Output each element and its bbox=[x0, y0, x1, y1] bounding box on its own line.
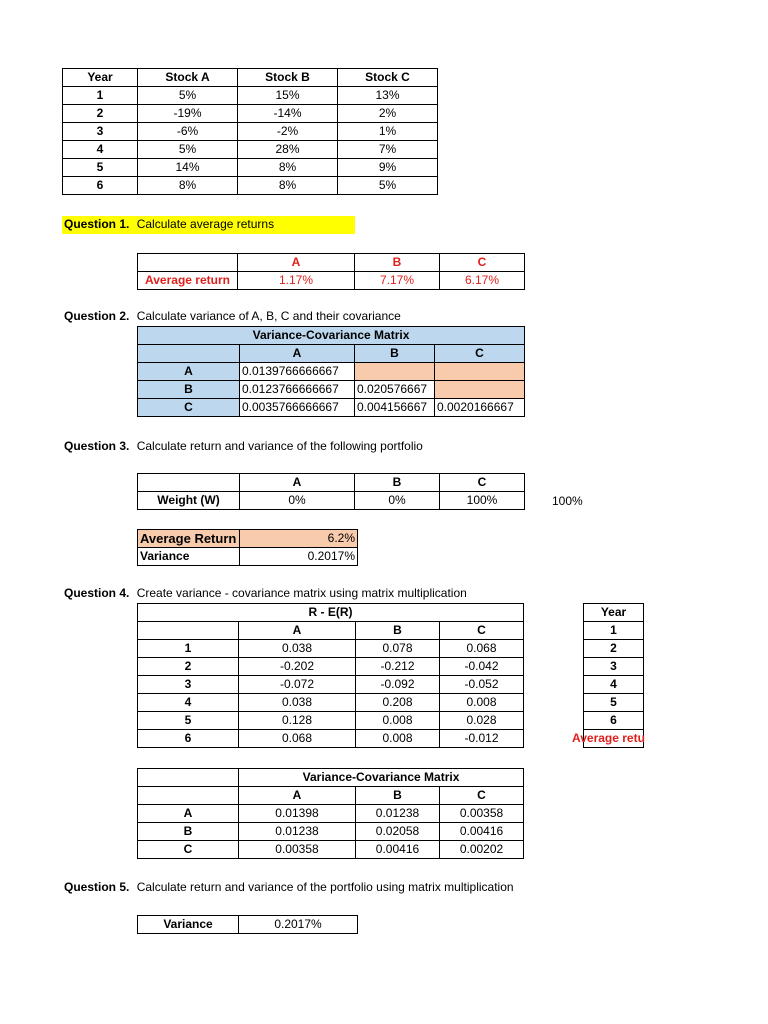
table-row bbox=[584, 640, 644, 658]
row-label[interactable]: Average return bbox=[138, 272, 238, 290]
table-row bbox=[584, 712, 644, 730]
table-row bbox=[138, 399, 525, 417]
question-5-label: Question 5. bbox=[64, 880, 130, 894]
cell[interactable]: -6% bbox=[138, 123, 238, 141]
row-label[interactable]: Weight (W) bbox=[138, 492, 240, 510]
average-return-value[interactable]: 6.2% bbox=[240, 530, 358, 548]
cell[interactable]: 8% bbox=[238, 177, 338, 195]
cell[interactable]: 0.068 bbox=[239, 730, 356, 748]
question-1-text: Calculate average returns bbox=[136, 217, 275, 231]
cell[interactable]: 0.0139766666667 bbox=[240, 363, 355, 381]
table-header-row bbox=[138, 254, 525, 272]
cell[interactable]: 100% bbox=[440, 492, 525, 510]
year-cell[interactable]: 2 bbox=[584, 640, 644, 658]
table-row bbox=[584, 658, 644, 676]
year-cell[interactable]: 4 bbox=[63, 141, 138, 159]
row-label[interactable]: C bbox=[138, 399, 240, 417]
cell[interactable]: 0.0035766666667 bbox=[240, 399, 355, 417]
year-cell[interactable]: 2 bbox=[63, 105, 138, 123]
empty-cell[interactable] bbox=[138, 622, 239, 640]
question-4-text: Create variance - covariance matrix using matrix multiplication bbox=[136, 586, 467, 600]
table-header-row bbox=[138, 345, 525, 363]
year-cell[interactable]: 6 bbox=[63, 177, 138, 195]
cell[interactable]: 13% bbox=[338, 87, 438, 105]
year-cell[interactable]: 5 bbox=[63, 159, 138, 177]
cell[interactable]: 0.008 bbox=[356, 712, 440, 730]
cell[interactable]: 1.17% bbox=[238, 272, 355, 290]
header-cell[interactable]: A bbox=[240, 345, 355, 363]
header-cell[interactable]: B bbox=[356, 787, 440, 805]
cell[interactable]: 0.208 bbox=[356, 694, 440, 712]
row-label[interactable]: A bbox=[138, 805, 239, 823]
cell[interactable]: 0.008 bbox=[356, 730, 440, 748]
cell[interactable]: -0.212 bbox=[356, 658, 440, 676]
cell[interactable]: -2% bbox=[238, 123, 338, 141]
empty-cell[interactable] bbox=[138, 254, 238, 272]
deviation-table bbox=[137, 603, 524, 748]
table-row bbox=[138, 658, 524, 676]
header-cell[interactable]: A bbox=[238, 254, 355, 272]
header-cell[interactable]: A bbox=[239, 622, 356, 640]
question-1-label: Question 1. bbox=[64, 217, 130, 231]
table-row bbox=[138, 916, 358, 934]
table-row bbox=[584, 730, 644, 748]
table-row bbox=[138, 530, 358, 548]
table-row bbox=[138, 694, 524, 712]
cell[interactable] bbox=[435, 363, 525, 381]
row-label[interactable]: 1 bbox=[138, 640, 239, 658]
header-cell[interactable]: B bbox=[355, 345, 435, 363]
header-cell[interactable]: Year bbox=[63, 69, 138, 87]
header-cell[interactable]: B bbox=[355, 254, 440, 272]
portfolio-result-table bbox=[137, 529, 358, 566]
cell[interactable]: -19% bbox=[138, 105, 238, 123]
table-row bbox=[584, 622, 644, 640]
side-year-table bbox=[572, 603, 645, 748]
table-row bbox=[138, 492, 525, 510]
cell[interactable]: 0.128 bbox=[239, 712, 356, 730]
year-cell[interactable]: 6 bbox=[584, 712, 644, 730]
question-4-label: Question 4. bbox=[64, 586, 130, 600]
cell[interactable]: 7.17% bbox=[355, 272, 440, 290]
table-row bbox=[138, 712, 524, 730]
row-label[interactable]: 3 bbox=[138, 676, 239, 694]
cell[interactable]: 8% bbox=[238, 159, 338, 177]
cell[interactable]: 0.004156667 bbox=[355, 399, 435, 417]
cell[interactable]: 5% bbox=[338, 177, 438, 195]
table-row bbox=[138, 841, 524, 859]
row-label[interactable]: B bbox=[138, 823, 239, 841]
question-4-heading bbox=[64, 585, 467, 602]
row-label[interactable]: B bbox=[138, 381, 240, 399]
cell[interactable]: 2% bbox=[338, 105, 438, 123]
cell[interactable]: -0.052 bbox=[440, 676, 524, 694]
cell[interactable]: 0.00416 bbox=[440, 823, 524, 841]
matrix-variance-table bbox=[137, 915, 358, 934]
header-cell[interactable]: Year bbox=[584, 604, 644, 622]
cell[interactable]: 9% bbox=[338, 159, 438, 177]
deviation-title[interactable]: R - E(R) bbox=[138, 604, 524, 622]
row-label[interactable]: A bbox=[138, 363, 240, 381]
table-row bbox=[63, 177, 438, 195]
matrix-title[interactable]: Variance-Covariance Matrix bbox=[138, 327, 525, 345]
question-2-label: Question 2. bbox=[64, 309, 130, 323]
table-row bbox=[138, 381, 525, 399]
question-3-heading bbox=[64, 438, 423, 455]
average-return-label[interactable]: Average Return bbox=[138, 530, 240, 548]
weight-table bbox=[137, 473, 525, 510]
table-row bbox=[63, 87, 438, 105]
year-cell[interactable]: 1 bbox=[63, 87, 138, 105]
table-row bbox=[138, 823, 524, 841]
table-row bbox=[63, 123, 438, 141]
question-2-text: Calculate variance of A, B, C and their covariance bbox=[136, 309, 401, 323]
table-header-row bbox=[63, 69, 438, 87]
header-cell[interactable]: B bbox=[356, 622, 440, 640]
header-cell[interactable]: Stock A bbox=[138, 69, 238, 87]
cell[interactable]: 1% bbox=[338, 123, 438, 141]
cell[interactable]: 14% bbox=[138, 159, 238, 177]
empty-cell[interactable] bbox=[138, 474, 240, 492]
cell[interactable]: 28% bbox=[238, 141, 338, 159]
cell[interactable]: 0.0123766666667 bbox=[240, 381, 355, 399]
cell[interactable]: 15% bbox=[238, 87, 338, 105]
table-row bbox=[138, 676, 524, 694]
table-title-row bbox=[138, 769, 524, 787]
table-title-row bbox=[138, 327, 525, 345]
cell[interactable]: 0.01398 bbox=[239, 805, 356, 823]
table-row bbox=[63, 159, 438, 177]
variance-label[interactable]: Variance bbox=[138, 916, 239, 934]
variance-value[interactable]: 0.2017% bbox=[240, 548, 358, 566]
header-cell[interactable]: A bbox=[240, 474, 355, 492]
empty-cell[interactable] bbox=[138, 769, 239, 787]
cell[interactable]: 0.028 bbox=[440, 712, 524, 730]
cell[interactable]: -0.012 bbox=[440, 730, 524, 748]
matrix-result-table bbox=[137, 768, 524, 859]
cell[interactable]: 5% bbox=[138, 141, 238, 159]
year-cell[interactable]: 3 bbox=[584, 658, 644, 676]
cell[interactable]: 0.00416 bbox=[356, 841, 440, 859]
cell[interactable]: 0.02058 bbox=[356, 823, 440, 841]
year-cell[interactable]: 5 bbox=[584, 694, 644, 712]
header-cell[interactable]: B bbox=[355, 474, 440, 492]
cell[interactable]: -14% bbox=[238, 105, 338, 123]
cell[interactable]: 0.00202 bbox=[440, 841, 524, 859]
variance-value[interactable]: 0.2017% bbox=[239, 916, 358, 934]
table-row bbox=[138, 730, 524, 748]
cell[interactable]: 0.078 bbox=[356, 640, 440, 658]
average-return-table bbox=[137, 253, 525, 290]
row-label[interactable]: 2 bbox=[138, 658, 239, 676]
row-label[interactable]: 5 bbox=[138, 712, 239, 730]
header-cell[interactable]: C bbox=[440, 254, 525, 272]
header-cell[interactable]: C bbox=[440, 474, 525, 492]
table-header-row bbox=[138, 474, 525, 492]
question-3-label: Question 3. bbox=[64, 439, 130, 453]
row-label[interactable]: C bbox=[138, 841, 239, 859]
question-5-heading bbox=[64, 879, 514, 896]
header-cell[interactable]: C bbox=[435, 345, 525, 363]
table-row bbox=[138, 272, 525, 290]
cell[interactable]: 0% bbox=[240, 492, 355, 510]
row-label[interactable]: 6 bbox=[138, 730, 239, 748]
cell[interactable]: 0.00358 bbox=[239, 841, 356, 859]
cell[interactable]: 8% bbox=[138, 177, 238, 195]
cell[interactable]: -0.042 bbox=[440, 658, 524, 676]
header-cell[interactable]: A bbox=[239, 787, 356, 805]
table-row bbox=[584, 676, 644, 694]
table-header-row bbox=[138, 622, 524, 640]
table-row bbox=[63, 141, 438, 159]
row-label[interactable]: 4 bbox=[138, 694, 239, 712]
question-5-text: Calculate return and variance of the portfolio using matrix multiplication bbox=[136, 880, 514, 894]
year-cell[interactable]: 3 bbox=[63, 123, 138, 141]
returns-table bbox=[62, 68, 438, 195]
variance-covariance-table bbox=[137, 326, 525, 417]
cell[interactable]: 7% bbox=[338, 141, 438, 159]
cell[interactable]: 0.00358 bbox=[440, 805, 524, 823]
cell[interactable]: 0.038 bbox=[239, 640, 356, 658]
table-row bbox=[138, 640, 524, 658]
cell[interactable]: -0.072 bbox=[239, 676, 356, 694]
cell[interactable] bbox=[355, 363, 435, 381]
table-header-row bbox=[138, 787, 524, 805]
table-row bbox=[63, 105, 438, 123]
average-return-cell[interactable]: Average retu bbox=[584, 730, 644, 748]
cell[interactable]: 0.0020166667 bbox=[435, 399, 525, 417]
matrix-title[interactable]: Variance-Covariance Matrix bbox=[239, 769, 524, 787]
question-2-heading bbox=[64, 308, 401, 325]
cell[interactable]: 0.068 bbox=[440, 640, 524, 658]
table-title-row bbox=[138, 604, 524, 622]
cell[interactable]: 0.008 bbox=[440, 694, 524, 712]
question-3-text: Calculate return and variance of the following portfolio bbox=[136, 439, 423, 453]
variance-label[interactable]: Variance bbox=[138, 548, 240, 566]
cell[interactable]: 0.01238 bbox=[239, 823, 356, 841]
weight-sum[interactable]: 100% bbox=[552, 494, 583, 508]
cell[interactable]: 0.020576667 bbox=[355, 381, 435, 399]
table-row bbox=[138, 363, 525, 381]
table-header-row bbox=[584, 604, 644, 622]
cell[interactable]: -0.202 bbox=[239, 658, 356, 676]
cell[interactable]: 0.01238 bbox=[356, 805, 440, 823]
empty-cell[interactable] bbox=[138, 345, 240, 363]
header-cell[interactable]: Stock C bbox=[338, 69, 438, 87]
cell[interactable]: 5% bbox=[138, 87, 238, 105]
table-row bbox=[584, 694, 644, 712]
cell[interactable]: 6.17% bbox=[440, 272, 525, 290]
cell[interactable] bbox=[435, 381, 525, 399]
question-1-banner bbox=[62, 216, 355, 234]
year-cell[interactable]: 1 bbox=[584, 622, 644, 640]
header-cell[interactable]: C bbox=[440, 787, 524, 805]
cell[interactable]: 0.038 bbox=[239, 694, 356, 712]
header-cell[interactable]: C bbox=[440, 622, 524, 640]
table-row bbox=[138, 805, 524, 823]
empty-cell[interactable] bbox=[138, 787, 239, 805]
cell[interactable]: 0% bbox=[355, 492, 440, 510]
year-cell[interactable]: 4 bbox=[584, 676, 644, 694]
cell[interactable]: -0.092 bbox=[356, 676, 440, 694]
header-cell[interactable]: Stock B bbox=[238, 69, 338, 87]
table-row bbox=[138, 548, 358, 566]
